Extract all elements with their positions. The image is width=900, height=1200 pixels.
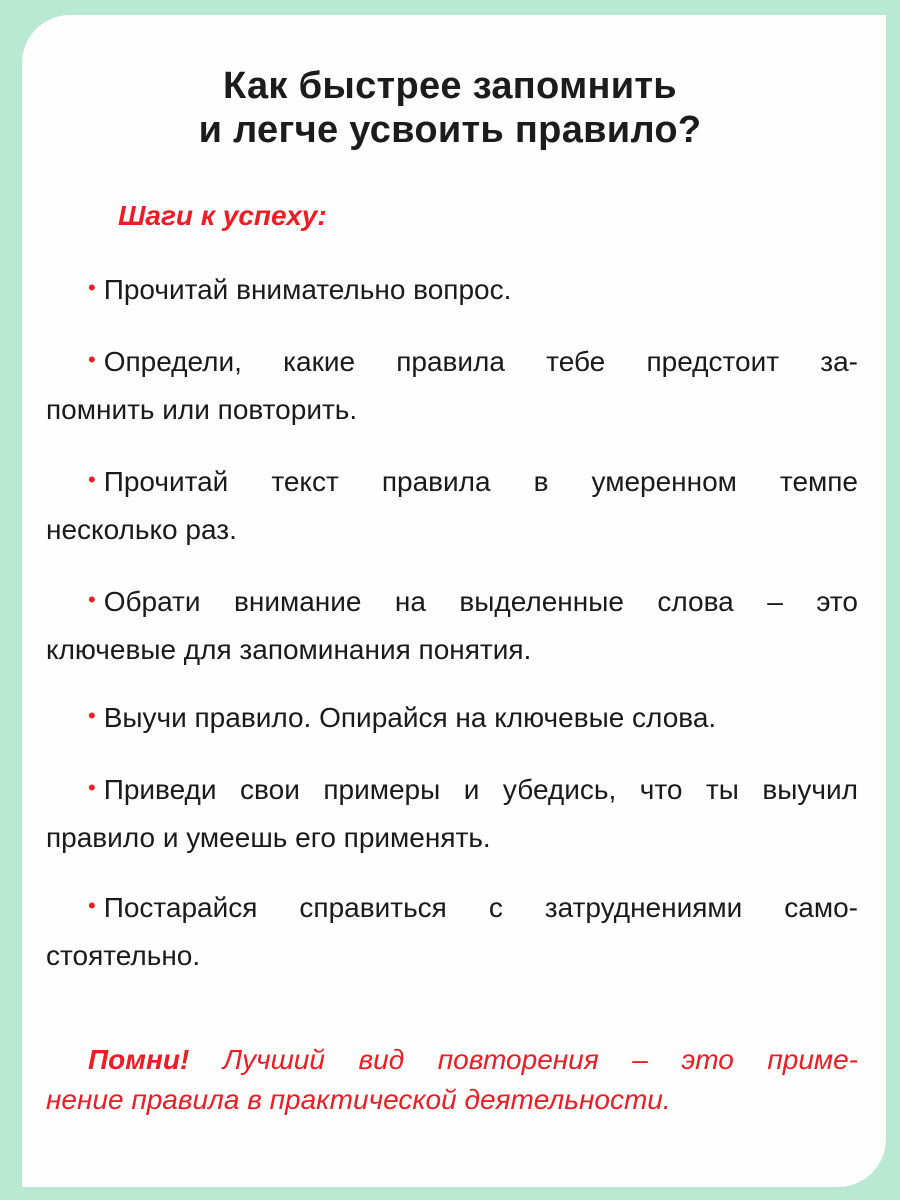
step-line: • Приведи свои примеры и убедись, что ты выучил xyxy=(88,774,858,805)
step-line: • Определи, какие правила тебе предстоит за- xyxy=(88,346,858,377)
step-item xyxy=(46,584,858,680)
bullet-icon: • xyxy=(88,587,96,612)
step-item xyxy=(46,464,858,560)
note-lead: Помни! xyxy=(88,1044,190,1075)
note-line-2: нение правила в практической деятельности. xyxy=(46,1084,671,1115)
step-line: правило и умеешь его применять. xyxy=(46,822,491,853)
step-line: • Выучи правило. Опирайся на ключевые слова. xyxy=(88,702,717,733)
step-item xyxy=(46,272,858,320)
step-line: стоятельно. xyxy=(46,940,201,971)
note-line-1: Помни! Лучший вид повторения – это приме- xyxy=(88,1044,858,1075)
title-line-1: Как быстрее запомнить xyxy=(223,65,677,107)
bullet-icon: • xyxy=(88,775,96,800)
bullet-icon: • xyxy=(88,347,96,372)
remember-note xyxy=(46,1042,858,1122)
bullet-icon: • xyxy=(88,893,96,918)
step-line: • Прочитай текст правила в умеренном темпе xyxy=(88,466,858,497)
step-line: помнить или повторить. xyxy=(46,394,358,425)
step-line: • Прочитай внимательно вопрос. xyxy=(88,274,512,305)
step-line: • Обрати внимание на выделенные слова – это xyxy=(88,586,858,617)
step-line: • Постарайся справиться с затруднениями само- xyxy=(88,892,858,923)
bullet-icon: • xyxy=(88,275,96,300)
step-item xyxy=(46,890,858,986)
bullet-icon: • xyxy=(88,703,96,728)
step-item xyxy=(46,700,858,748)
subtitle: Шаги к успеху: xyxy=(118,200,327,231)
page-title xyxy=(0,64,900,152)
step-item xyxy=(46,772,858,868)
step-line: ключевые для запоминания понятия. xyxy=(46,634,532,665)
title-line-2: и легче усвоить правило? xyxy=(198,109,702,151)
step-item xyxy=(46,344,858,440)
bullet-icon: • xyxy=(88,467,96,492)
step-line: несколько раз. xyxy=(46,514,237,545)
